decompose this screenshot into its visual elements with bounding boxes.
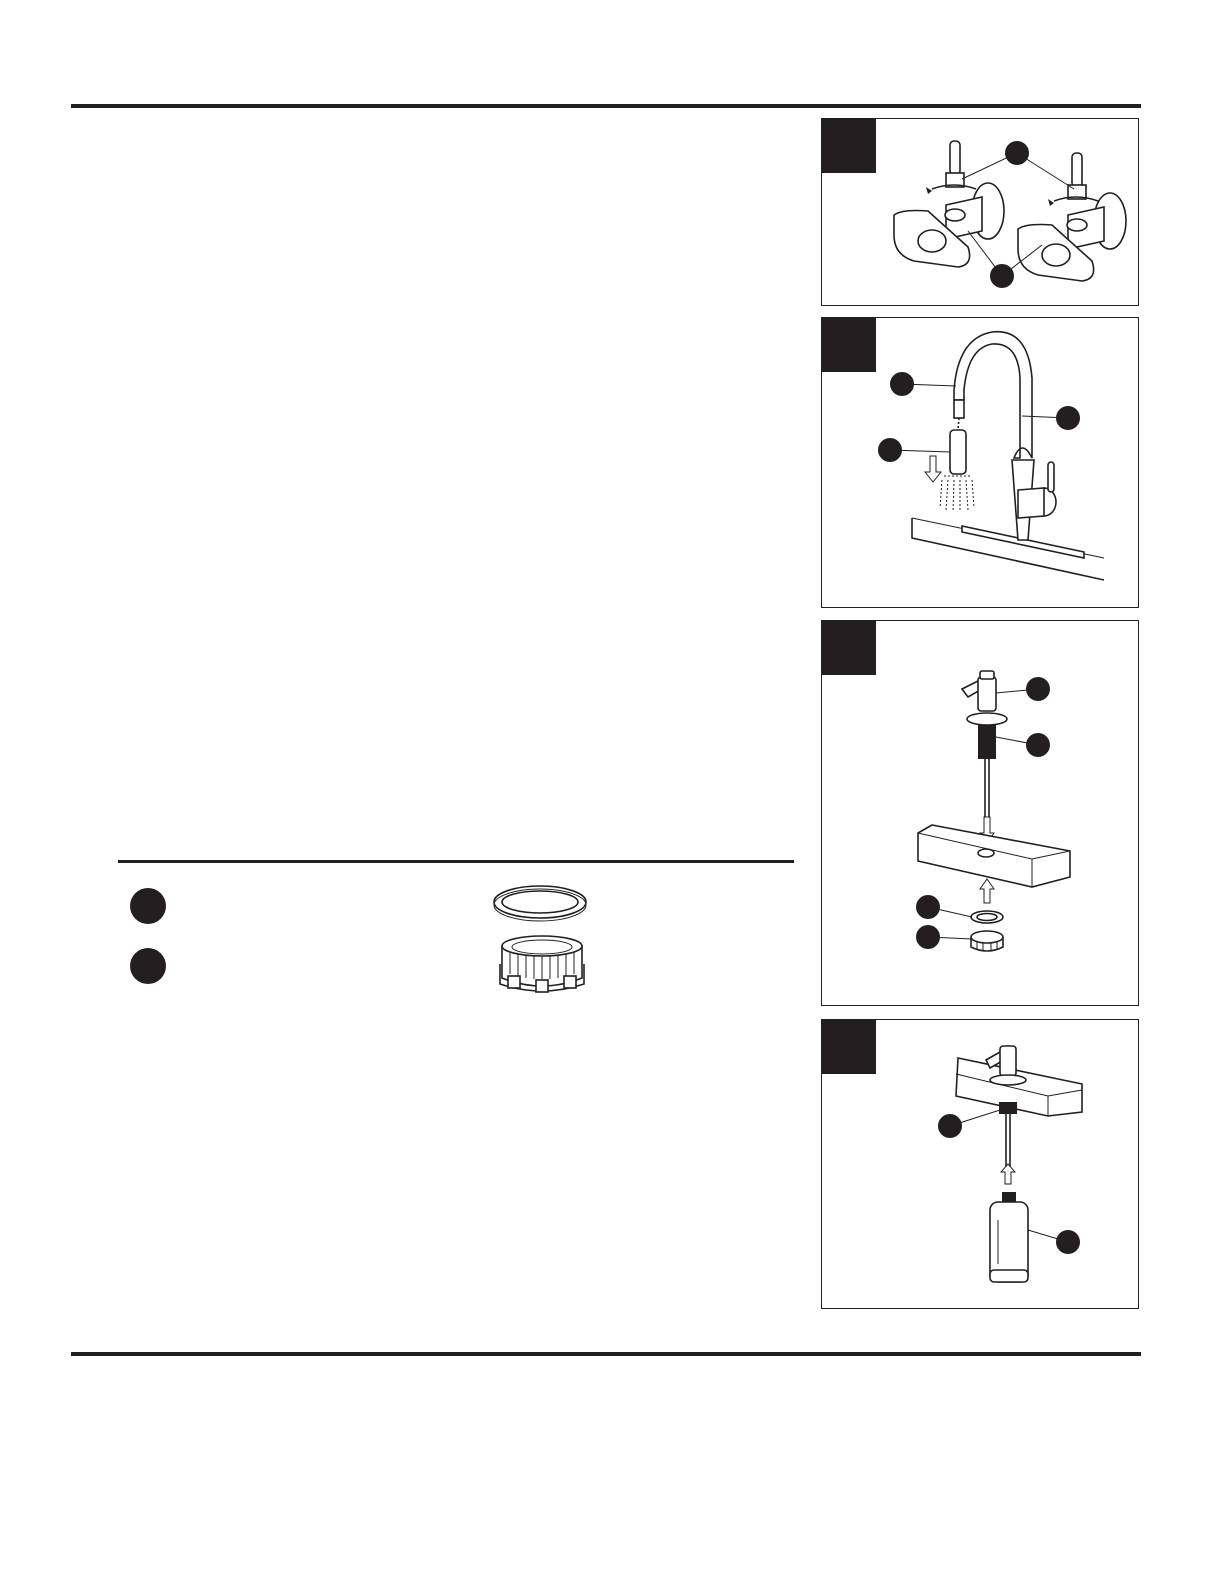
callout-badge [990,264,1014,288]
step-panel-pull-down-sprayer [821,317,1139,608]
bottom-rule [71,1352,1141,1356]
mounting-nut-icon [496,932,588,996]
part-letter-badge [130,888,166,924]
soap-dispenser-illustration [822,621,1140,1007]
callout-badge [1026,677,1050,701]
callout-badge [1026,733,1050,757]
callout-badge [1005,141,1029,165]
washer-icon [490,880,590,924]
callout-badge [1056,406,1080,430]
step-panel-soap-bottle [821,1019,1139,1309]
callout-badge [938,1114,962,1138]
step-panel-soap-dispenser-install [821,620,1139,1006]
top-rule [71,104,1141,108]
step-panel-supply-valves [821,118,1139,306]
callout-badge [916,925,940,949]
callout-badge [890,372,914,396]
faucet-illustration [822,318,1140,609]
callout-badge [1056,1230,1080,1254]
soap-bottle-illustration [822,1020,1140,1310]
supply-valves-illustration [822,119,1140,307]
callout-badge [878,438,902,462]
callout-badge [916,895,940,919]
part-letter-badge [130,948,166,984]
parts-rule [118,860,794,863]
